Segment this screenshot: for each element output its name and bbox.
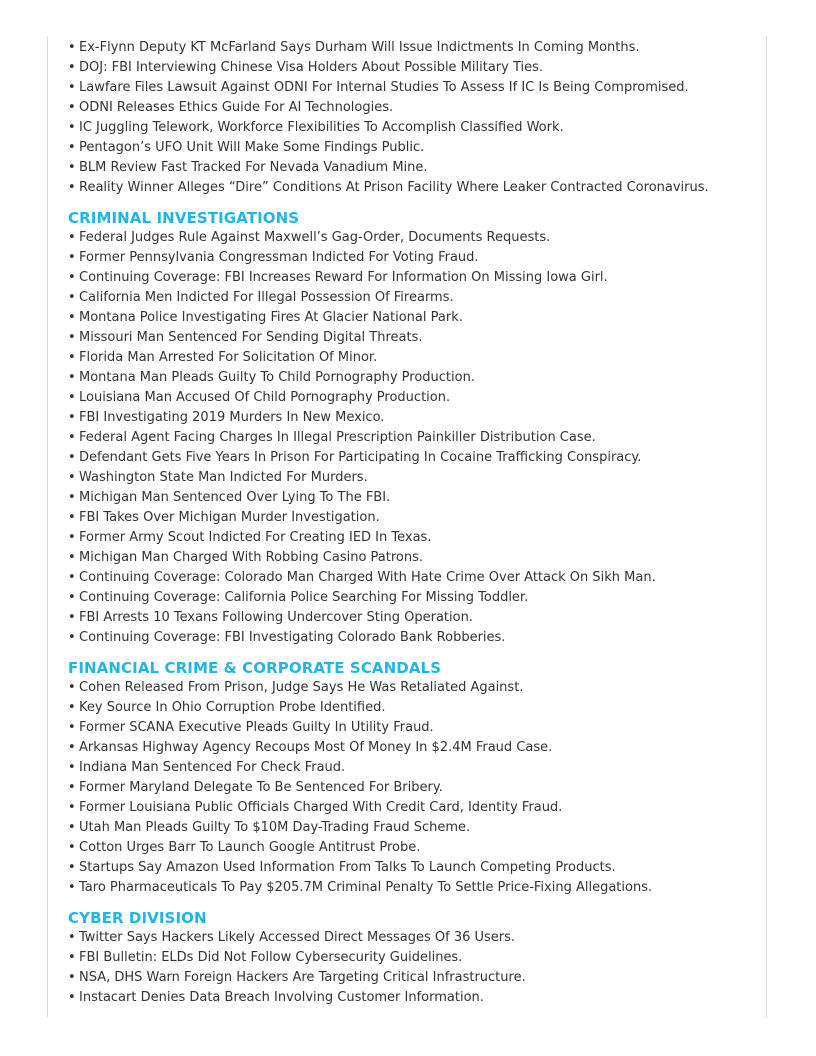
news-headline: Arkansas Highway Agency Recoups Most Of Money In $2.4M Fraud Case. [79,740,553,755]
bullet-icon: • [68,270,76,285]
bullet-icon: • [68,140,76,155]
news-headline: Continuing Coverage: FBI Increases Reward For Information On Missing Iowa Girl. [79,270,608,285]
news-headline: Former Army Scout Indicted For Creating IED In Texas. [79,530,432,545]
news-item [68,628,762,648]
news-headline: California Men Indicted For Illegal Possession Of Firearms. [79,290,454,305]
news-item [68,408,762,428]
bullet-icon: • [68,760,76,775]
bullet-icon: • [68,550,76,565]
news-item [68,228,762,248]
news-headline: Startups Say Amazon Used Information From Talks To Launch Competing Products. [79,860,616,875]
section-heading: CYBER DIVISION [68,909,207,927]
news-item [68,248,762,268]
news-item [68,98,762,118]
news-item [68,818,762,838]
newsletter-panel [47,36,767,1018]
news-headline: Federal Agent Facing Charges In Illegal Prescription Painkiller Distribution Case. [79,430,596,445]
news-item [68,948,762,968]
bullet-icon: • [68,530,76,545]
section-heading: CRIMINAL INVESTIGATIONS [68,209,300,227]
news-headline: Cohen Released From Prison, Judge Says He Was Retaliated Against. [79,680,524,695]
bullet-icon: • [68,860,76,875]
news-headline: Pentagon’s UFO Unit Will Make Some Findings Public. [79,140,425,155]
news-headline: BLM Review Fast Tracked For Nevada Vanadium Mine. [79,160,428,175]
news-headline: Continuing Coverage: California Police Searching For Missing Toddler. [79,590,529,605]
news-item [68,608,762,628]
news-headline: Ex-Flynn Deputy KT McFarland Says Durham Will Issue Indictments In Coming Months. [79,40,640,55]
news-list [68,228,762,648]
news-headline: Instacart Denies Data Breach Involving Customer Information. [79,990,484,1005]
news-item [68,838,762,858]
bullet-icon: • [68,350,76,365]
bullet-icon: • [68,180,76,195]
news-item [68,878,762,898]
news-headline: Former Pennsylvania Congressman Indicted For Voting Fraud. [79,250,479,265]
news-item [68,508,762,528]
bullet-icon: • [68,510,76,525]
newsletter-content [68,38,762,1008]
news-headline: Washington State Man Indicted For Murders. [79,470,368,485]
bullet-icon: • [68,720,76,735]
bullet-icon: • [68,630,76,645]
bullet-icon: • [68,880,76,895]
news-item [68,588,762,608]
bullet-icon: • [68,310,76,325]
bullet-icon: • [68,570,76,585]
bullet-icon: • [68,840,76,855]
bullet-icon: • [68,370,76,385]
news-item [68,308,762,328]
news-item [68,268,762,288]
news-item [68,428,762,448]
news-headline: FBI Arrests 10 Texans Following Undercover Sting Operation. [79,610,473,625]
bullet-icon: • [68,470,76,485]
news-item [68,678,762,698]
section-intro [68,38,762,198]
bullet-icon: • [68,780,76,795]
bullet-icon: • [68,930,76,945]
news-headline: Defendant Gets Five Years In Prison For Participating In Cocaine Trafficking Conspiracy. [79,450,642,465]
news-item [68,58,762,78]
news-item [68,448,762,468]
bullet-icon: • [68,610,76,625]
bullet-icon: • [68,410,76,425]
bullet-icon: • [68,990,76,1005]
news-item [68,568,762,588]
bullet-icon: • [68,700,76,715]
news-list [68,678,762,898]
news-item [68,38,762,58]
bullet-icon: • [68,40,76,55]
news-headline: NSA, DHS Warn Foreign Hackers Are Targeting Critical Infrastructure. [79,970,526,985]
news-item [68,468,762,488]
news-item [68,78,762,98]
bullet-icon: • [68,590,76,605]
news-item [68,118,762,138]
news-headline: Lawfare Files Lawsuit Against ODNI For Internal Studies To Assess If IC Is Being Compromised. [79,80,689,95]
news-headline: Michigan Man Charged With Robbing Casino Patrons. [79,550,424,565]
news-headline: Indiana Man Sentenced For Check Fraud. [79,760,346,775]
bullet-icon: • [68,970,76,985]
news-headline: Taro Pharmaceuticals To Pay $205.7M Criminal Penalty To Settle Price-Fixing Allegations. [79,880,653,895]
news-item [68,548,762,568]
news-headline: Twitter Says Hackers Likely Accessed Direct Messages Of 36 Users. [79,930,516,945]
bullet-icon: • [68,330,76,345]
news-item [68,778,762,798]
news-headline: DOJ: FBI Interviewing Chinese Visa Holders About Possible Military Ties. [79,60,544,75]
news-item [68,858,762,878]
bullet-icon: • [68,390,76,405]
news-headline: Continuing Coverage: Colorado Man Charged With Hate Crime Over Attack On Sikh Man. [79,570,656,585]
news-headline: Cotton Urges Barr To Launch Google Antitrust Probe. [79,840,421,855]
bullet-icon: • [68,230,76,245]
news-item [68,758,762,778]
news-item [68,798,762,818]
bullet-icon: • [68,800,76,815]
bullet-icon: • [68,430,76,445]
section-criminal-investigations [68,208,762,648]
section-cyber-division [68,908,762,1008]
news-headline: Florida Man Arrested For Solicitation Of Minor. [79,350,378,365]
news-headline: Michigan Man Sentenced Over Lying To The FBI. [79,490,391,505]
news-headline: Montana Man Pleads Guilty To Child Pornography Production. [79,370,475,385]
news-item [68,368,762,388]
news-headline: Utah Man Pleads Guilty To $10M Day-Trading Fraud Scheme. [79,820,471,835]
bullet-icon: • [68,80,76,95]
news-item [68,528,762,548]
news-list [68,38,762,198]
news-headline: Missouri Man Sentenced For Sending Digital Threats. [79,330,423,345]
news-headline: Reality Winner Alleges “Dire” Conditions At Prison Facility Where Leaker Contracted Coronavirus. [79,180,709,195]
bullet-icon: • [68,100,76,115]
news-item [68,178,762,198]
bullet-icon: • [68,60,76,75]
section-heading: FINANCIAL CRIME & CORPORATE SCANDALS [68,659,442,677]
news-headline: Former SCANA Executive Pleads Guilty In Utility Fraud. [79,720,434,735]
bullet-icon: • [68,290,76,305]
news-item [68,488,762,508]
news-headline: Continuing Coverage: FBI Investigating Colorado Bank Robberies. [79,630,506,645]
news-headline: Montana Police Investigating Fires At Glacier National Park. [79,310,463,325]
bullet-icon: • [68,820,76,835]
bullet-icon: • [68,490,76,505]
news-headline: Louisiana Man Accused Of Child Pornography Production. [79,390,451,405]
news-headline: Key Source In Ohio Corruption Probe Identified. [79,700,386,715]
bullet-icon: • [68,950,76,965]
news-item [68,288,762,308]
news-item [68,158,762,178]
section-financial-crime-and-corporate-scandals [68,658,762,898]
bullet-icon: • [68,160,76,175]
bullet-icon: • [68,740,76,755]
news-item [68,988,762,1008]
news-item [68,138,762,158]
news-list [68,928,762,1008]
news-item [68,738,762,758]
news-headline: FBI Bulletin: ELDs Did Not Follow Cybersecurity Guidelines. [79,950,463,965]
news-headline: IC Juggling Telework, Workforce Flexibilities To Accomplish Classified Work. [79,120,564,135]
news-headline: FBI Takes Over Michigan Murder Investigation. [79,510,380,525]
news-item [68,348,762,368]
news-item [68,718,762,738]
news-item [68,388,762,408]
news-headline: FBI Investigating 2019 Murders In New Mexico. [79,410,385,425]
bullet-icon: • [68,120,76,135]
news-item [68,328,762,348]
news-item [68,698,762,718]
bullet-icon: • [68,680,76,695]
bullet-icon: • [68,250,76,265]
news-item [68,968,762,988]
bullet-icon: • [68,450,76,465]
news-headline: Federal Judges Rule Against Maxwell’s Gag-Order, Documents Requests. [79,230,551,245]
news-headline: Former Maryland Delegate To Be Sentenced For Bribery. [79,780,443,795]
news-item [68,928,762,948]
news-headline: ODNI Releases Ethics Guide For AI Technologies. [79,100,394,115]
news-headline: Former Louisiana Public Officials Charged With Credit Card, Identity Fraud. [79,800,563,815]
